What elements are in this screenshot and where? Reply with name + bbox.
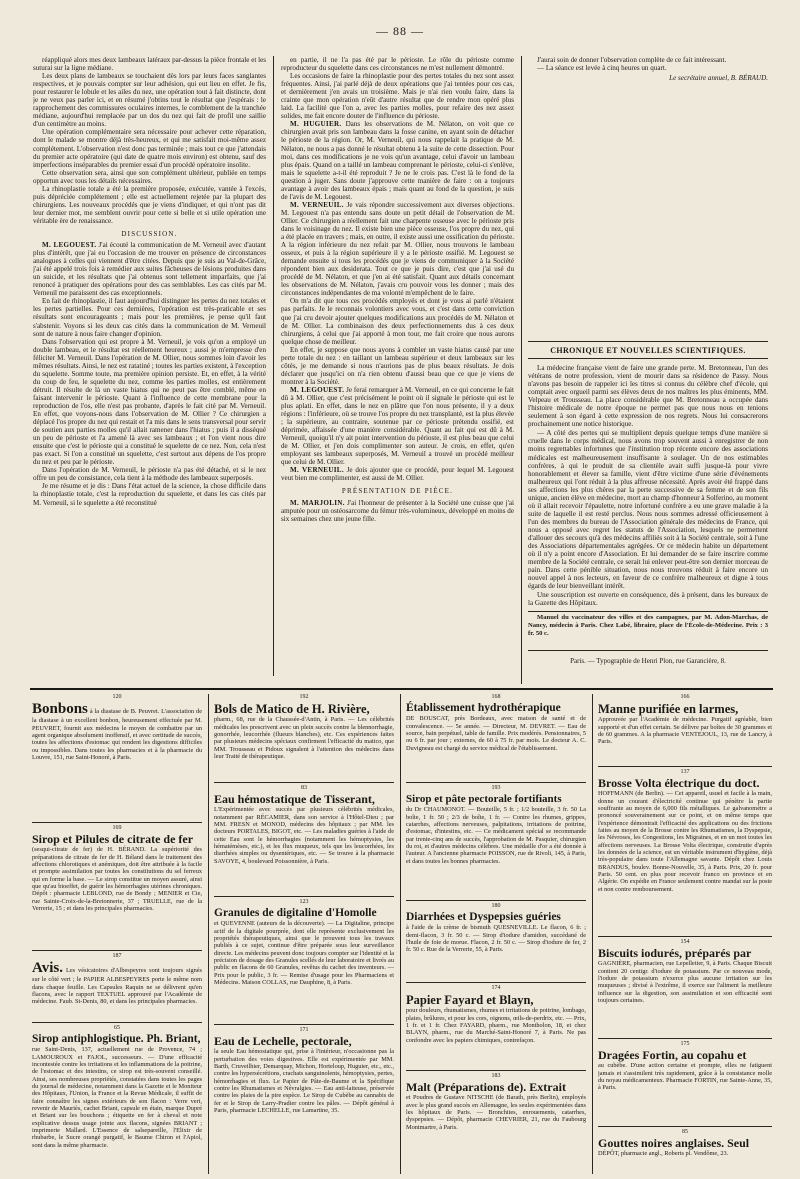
ad-number: 183 — [491, 1073, 501, 1079]
ad-number: 65 — [114, 1025, 120, 1031]
ad-number: 85 — [682, 1129, 688, 1135]
section-rule — [528, 358, 768, 359]
speaker-name: M. LEGOUEST. — [42, 241, 97, 250]
ad-column-4 — [598, 694, 772, 1174]
paragraph: Les deux plans de lambeaux se touchaient dès lors par leurs faces sanglantes respectives, et je pouvais compter sur leur adhésion, qui eut lieu en effet. Je fis, pour restaurer le lobule et les ailes du nez, une opération tout à fait distincte, dont je ne veux pas parler ici, et en résumé j'obtins tout le résultat que j'espérais : le rapprochement des commissures oculaires internes, le comblement de la tranchée médiane, aujourd'hui remplacée par un dos du nez qui fait de profil une saillie d'un centimètre au moins. — [33, 72, 266, 129]
paragraph: Je me résume et je dis : Dans l'état actuel de la science, la chose difficile dans la rhinoplastie totale, c'est la reproduction du squelette, et dans les cas cités par M. Verneuil, si le squelette a été reconstitué — [33, 482, 266, 507]
ad-text: Approuvée par l'Académie de médecine. Purgatif agréable, bien supporté et d'un effet certain. Se délivre par boîtes de 30 grammes et de 60 grammes. A la pharmacie VENTEJOUL, 13, rue de Lancry, à Paris. — [598, 716, 772, 746]
paragraph: En effet, je suppose que nous ayons à combler un vaste hiatus causé par une perte totale du nez : en taillant un lambeau supérieur et deux lambeaux sur les côtés, je me demande si nous n'aurions pas de plus beaux résultats. Je dois déclarer que jusqu'ici on n'a rien obtenu d'aussi beau que ce que je viens de montrer à la Société. — [281, 345, 514, 386]
paragraph — [281, 466, 514, 482]
advertisement — [214, 1024, 394, 1174]
secretary-signature: Le secrétaire annuel, B. BÉRAUD. — [669, 74, 768, 83]
paragraph — [33, 241, 266, 297]
paragraph: J'aurai soin de donner l'observation complète de ce fait intéressant. — [537, 56, 727, 64]
ad-number: 168 — [491, 694, 501, 700]
ad-title: Sirop et pâte pectorale fortifiants — [406, 793, 562, 806]
ad-text: à l'aide de la crème de bismuth QUESNEVILLE. Le flacon, 6 fr. ; demi-flacon, 3 fr. 50 c. — Sirop d'iodure d'amidon, succédané de l'huile de foie de morue. Flacon, 2 fr. 50 c. — Sirop d'iodure de fer, 2 fr. 50 c. Rue de la Verrerie, 55, à Paris. — [406, 924, 586, 954]
ad-text: Les vésicatoires d'Albespeyres sont toujours signés sur le côté vert ; le PAPIER ALBESPEYRES porte le même nom dans chaque feuille. Les Capsules Raquin ne se délivrent qu'en flacons, avec le rapport TEXTUEL approuvé par l'Académie de médecine. Faub. St-Denis, 80, et dans les principales pharmacies. — [32, 967, 202, 1006]
ad-text: pour douleurs, rhumatismes, rhumes et irritations de poitrine, lombago, plaies, brûlures, et pour les cors, oignons, œils-de-perdrix, etc. — Prix, 1 fr. et 1 fr. Chez FAYARD, pharm., rue Montholon, 18, et chez BLAYN, pharm., rue du Marché-Saint-Honoré 7, à Paris. Ne pas confondre avec les papiers chimiques, contrefaçon. — [406, 1007, 586, 1044]
speaker-name: M. LEGOUEST. — [290, 385, 345, 394]
ad-text: L'Expérimentée avec succès par plusieurs célébrités médicales, notamment par RÉCAMIER, dans son service à l'Hôtel-Dieu ; par MM. FRESN et MONOD, médecins des hôpitaux ; par MM. les docteurs PORTALES, BIGOT, etc. — Les maladies guéries à l'aide de cette Eau sont le hémorrhagies (notamment les hémoptysies, les hématémèses, etc.), et les flux muqueux, tels que les leucorrhées, les diarrhées simples ou dysentériques, etc. — Se trouve à la pharmacie SAVOYE, 4, boulevard Poissonnière, à Paris. — [214, 806, 394, 865]
advertisement — [406, 694, 586, 780]
ad-column-1 — [32, 694, 202, 1174]
advertisement — [406, 782, 586, 901]
book-notice-text: Manuel du vaccinateur des villes et des campagnes, par M. Adon-Marchas, de Nancy, médecin à Paris. Chez Labé, libraire, place de l'École-de-Médecine. Prix : 3 fr. 50 c. — [528, 614, 768, 637]
ad-text: pharm., 68, rue de la Chaussée-d'Antin, à Paris. — Les célébrités médicales les prescrivent avec un plein succès contre la blennorrhagie, gonorrhée, leucorrhée (flueurs blanches), etc. Ces expériences faites par plusieurs médecins spéciaux confirment l'efficacité du matico, que MM. Trousseau et Pidoux signalent à l'attention des médecins dans leur Traité de thérapeutique. — [214, 716, 394, 761]
article-column-3 — [528, 56, 768, 120]
speech-text: Je dois ajouter que ce procédé, pour lequel M. Legouest veut bien me complimenter, est aussi de M. Ollier. — [281, 466, 514, 483]
paragraph: En fait de rhinoplastie, il faut aujourd'hui distinguer les pertes du nez totales et les pertes partielles. Pour ces dernières, l'opération est très-praticable et ses résultats sont encourageants ; mais pour les premières, je pense qu'il faut s'abstenir. Voyons si les deux cas cités dans la communication de M. Verneuil sont de nature à nous faire changer d'opinion. — [33, 297, 266, 338]
ad-number: 83 — [301, 785, 307, 791]
ad-text: (sesqui-citrate de fer) de H. BÉRAND. La supériorité des préparations de citrate de fer de H. Béland dans le traitement des affections chlorotiques et anémiques, doit être attribuée à la facile et prompte assimilation par toutes les constitutions du sel ferreux qui en forme la base. — Le sirop constitue un moyen assuré, ainsi que qu'au bioeffet, de guérir les hémorrhagies utérines chroniques. Dépôt : pharmacie LEBLOND, rue de Bondy ; MENIER et Cie, rue Sainte-Croix-de-la-Bretonnerie, 37 ; TRUELLE, rue de la Verrerie, 15 ; et dans les principales pharmacies. — [32, 846, 202, 913]
page-number: — 88 — — [376, 24, 424, 38]
paragraph — [281, 201, 514, 298]
advertisement — [598, 1038, 772, 1127]
ad-number: 187 — [112, 953, 122, 959]
chronicle-title: CHRONIQUE ET NOUVELLES SCIENTIFIQUES. — [550, 346, 746, 355]
ad-title: Sirop antiphlogistique. Ph. Briant, — [32, 1033, 201, 1046]
ad-title: Eau de Lechelle, pectorale, — [214, 1034, 352, 1049]
advertisement — [32, 822, 202, 951]
ad-number: 154 — [680, 939, 690, 945]
advertisement — [214, 896, 394, 1025]
ad-title: Bonbons — [32, 701, 88, 718]
speech-text: Je ferai remarquer à M. Verneuil, en ce qui concerne le fait dû à M. Ollier, que c'est précisément le point où il signale le périoste qui est le plus aplati. En effet, dans le nez en plâtre que l'on nous présente, il y a deux régions : l'inférieure, où se trouve l'os propre du nez transplanté, est la plus élevée ; la supérieure, au contraire, soutenue par ce périoste prétendu ossifié, est déprimée, affaissée d'une manière considérable. Quant au fait qui est dû à M. Verneuil, quoiqu'il n'y ait point intervention du périoste, il est plus beau que celui de M. Ollier, et j'en dois complimenter son auteur. Je crois, en effet, qu'en employant ses lambeaux superposés, M. Verneuil a trouvé un procédé meilleur que celui de M. Ollier. — [281, 385, 514, 467]
paragraph: Dans l'observation qui est propre à M. Verneuil, je vois qu'on a employé un double lambeau, et le résultat est réellement heureux ; aussi je m'empresse d'en féliciter M. Verneuil. Dans l'opération de M. Ollier, nous sommes loin d'avoir les mêmes résultats. Ainsi, le nez est ratatiné ; toutes les parties existent, à l'exception du squelette. Somme toute, ma première opinion persiste. Et, en effet, à la vérité du coup de feu, le squelette du nez, comme les parties molles, est entièrement détruit. Il résulte de là un vaste hiatus qui ne peut pas être comblé, même en faisant intervenir le périoste. Quant à l'influence de cette membrane pour la reproduction de l'os, elle n'est pas probante, d'après le fait cité par M. Verneuil. En effet, que voyons-nous dans l'observation de M. Ollier ? Ce chirurgien a déplacé l'os propre du nez qui restait et l'a mis dans le sens transversal pour servir de soutien aux parties molles qu'il allait ramener dans l'hiatus ; puis il a disséqué un peu de périoste et l'a amené là avec ses lambeaux ; et l'on vient nous dire ensuite que c'est le périoste qui a constitué le squelette de ce nez. Non, cela n'est pas exact. Si l'on a constitué un squelette, c'est surtout aux dépens de l'os propre du nez et peu par le périoste. — [33, 337, 266, 467]
paragraph: — La séance est levée à cinq heures un quart. — [537, 64, 667, 73]
printer-imprint: Paris. — Typographie de Henri Plon, rue Garancière, 8. — [570, 657, 726, 665]
ad-number: 193 — [491, 785, 501, 791]
chronicle-section — [528, 364, 768, 608]
advertisement — [214, 694, 394, 780]
advertisement — [406, 982, 586, 1071]
paragraph — [281, 499, 514, 523]
speaker-name: M. VERNEUIL. — [290, 466, 344, 475]
speaker-name: M. HUGUIER. — [290, 120, 342, 129]
advertisement — [598, 694, 772, 764]
paragraph: La médecine française vient de faire une grande perte. M. Bretonneau, l'un des vétérans de notre profession, vient de mourir dans sa résidence de Passy. Nous n'avons pas besoin de rappeler ici les titres si connus du célèbre chef d'école, qui comptait avec orgueil parmi ses élèves deux de nos maîtres les plus éminents, MM. Velpeau et Trousseau. La place considérable que M. Bretonneau a occupée dans l'histoire médicale de notre époque ne permet pas que nous nous en tenions seulement à son égard à cette expression de nos regrets. Nous lui consacrerons prochainement une notice historique. — [528, 364, 768, 429]
article-column-1 — [33, 56, 266, 676]
ad-title: Avis. — [32, 960, 63, 977]
speaker-name: M. MARJOLIN. — [290, 498, 345, 507]
paragraph — [281, 120, 514, 200]
ad-number: 123 — [299, 899, 309, 905]
advertisements-section — [30, 688, 773, 1178]
paragraph: Dans l'opération de M. Verneuil, le périoste n'a pas été détaché, et si le nez offre un peu de consistance, cela tient à la méthode des lambeaux superposés. — [33, 466, 266, 483]
ad-title: Gouttes noires anglaises. Seul — [598, 1136, 750, 1151]
ad-text: HOFFMANN (de Berlin). — Cet appareil, usuel et facile à la main, donne un courant d'électricité continue qui pénètre la partie souffrante au moyen de 6,000 fils métalliques. Le galvanomètre a prononcé souverainement sur ce point, et on même temps que l'expérience démontrait l'efficacité des applications ou des frictions faites au moyen de la Brosse contre les Rhumatismes, la Dyspepsie, les Névroses, les Congestions, les Migraines, et en un mot toutes les affections nerveuses. La Brosse Volta électrique, construite d'après les données de la science, est un véritable instrument d'hygiène, déjà très-populaire dans toute l'Allemagne savante. Dépôt chez Louis BRANDUS, boulev. Bonne-Nouvelle, 35, à Paris. Prix, 20 fr. pour Paris. 50 cent. en plus pour recevoir franco en province et en Algérie. On expédie en France seulement contre mandat sur la poste et non contre remboursement. — [598, 790, 772, 893]
ad-title: Malt (Préparations de). Extrait — [406, 1080, 566, 1095]
speech-text: J'ai écouté la communication de M. Verneuil avec d'autant plus d'intérêt, que j'ai eu l'occasion de me trouver en présence de circonstances analogues à celles qui viennent d'être citées. Depuis que je suis au Val-de-Grâce, j'ai été appelé trois fois à remédier aux suites fâcheuses de lésions produites dans un suicide, et les résultats que j'ai obtenus sont tellement imparfaits, que j'ai renoncé à pratiquer des opérations pour des cas semblables. Les cas cités par M. Verneuil me paraissent des cas exceptionnels. — [33, 241, 266, 298]
ad-title: Brosse Volta électrique du doct. — [598, 776, 760, 791]
speech-text: J'ai l'honneur de présenter à la Société une cuisse que j'ai amputée pour un ostéosarcome du fémur très-volumineux, développé en moins de six semaines chez une jeune fille. — [281, 498, 514, 523]
paragraph: réappliqué alors mes deux lambeaux latéraux par-dessus la pièce frontale et les suturai sur la ligne médiane. — [33, 56, 266, 73]
paragraph: — A côté des pertes qui se multiplient depuis quelque temps d'une manière si cruelle dans le corps médical, nous avons trop souvent aussi à enregistrer de non moins regrettables infortunes que l'institution trop récente encore des associations médicales est malheureusement insuffisante à soulager. Un de nos estimables confrères, à qui le produit de sa clientèle avait suffi jusque-là pour vivre honorablement et élever sa famille, vient d'être victime d'une série d'événements malheureux qui l'ont réduit à la plus affreuse nécessité. Après avoir été frappé dans ses affections les plus chères par la perte successive de sa femme et de son fils unique, ancien élève en médecine, mort au champ d'honneur à Solferino, au moment où il allait recevoir l'épaulette, notre infortuné confrère a eu une grave maladie à la suite de laquelle il est resté perclus. Nous nous sommes adressé officieusement à l'un des membres du bureau de l'Association générale des médecins de France, qui nous a opposé avec regret les statuts de l'Association, lesquels ne permettent d'allouer des secours qu'à des médecins affiliés soit à la Société centrale, soit à l'une des Associations départementales agrégées. Or ce médecin habite un département où il n'y a point encore d'Association. Et lui demander de se faire inscrire comme membre de la Société centrale, ce serait lui enlever peut-être son dernier morceau de pain. Dans cette pénible situation, nous nous trouvons réduit à faire encore un nouvel appel à nos lecteurs, en faveur de ce confrère malheureux et digne à tous égards de leur bienveillant intérêt. — [528, 429, 768, 591]
advertisement — [598, 1126, 772, 1174]
column-divider — [592, 694, 593, 1174]
ad-number: 174 — [491, 985, 501, 991]
ad-title: Manne purifiée en larmes, — [598, 702, 739, 717]
ad-title: Établissement hydrothérapique — [406, 702, 561, 715]
section-rule — [528, 611, 768, 612]
ad-number: 180 — [491, 903, 501, 909]
ad-text: et Poudres de Gustave NITSCHE (de Barath, près Berlin), employés avec le plus grand succès en Allemagne, les seules expérimentées dans les hôpitaux de Paris. — Bronchites, enrouements, catarrhes, dyspepsies. — Dépôt, pharmacie CHEVRIER, 21, rue du Faubourg Montmartre, à Paris. — [406, 1094, 586, 1131]
column-divider — [273, 56, 274, 676]
advertisement — [598, 766, 772, 937]
section-heading: PRÉSENTATION DE PIÈCE. — [341, 487, 454, 496]
ad-text: la seule Eau hémostatique qui, prise à l'intérieur, n'occasionne pas la perturbation des voies digestives. Elle est expérimentée par MM. Barth, Cruveilhier, Demarquay, Michon, Horteloup, Huguier, etc., etc., contre les hypersécrétions, crachats sanguinolents, hémoptysies, pertes, hémorrhagies et flux. Le Papier de Pâte-de-Baume et la Spécifique contre les Rhumatismes et Névralgies. — Eau anti-laiteuse, préservée contre les plaies de la pire espèce. Le Sirop de Cubèbe au cannabis de fer et le Sirop de Larry-Pradier contre les pâles. — Dépôt général à Paris, pharmacie LECHELLE, rue Lamartine, 35. — [214, 1048, 394, 1115]
ad-number: 120 — [112, 694, 122, 700]
ad-number: 175 — [680, 1041, 690, 1047]
column-divider — [521, 56, 522, 684]
section-heading: DISCUSSION. — [121, 229, 178, 238]
article-column-2 — [281, 56, 514, 684]
ad-number: 166 — [680, 694, 690, 700]
advertisement — [32, 950, 202, 1023]
ad-text: du Dr CHAUMONOT. — Bouteille, 5 fr. ; 1/2 bouteille, 3 fr. 50 La boîte, 1 fr. 50 ; 2/3 de boîte, 1 fr. — Contre les rhumes, grippes, catarrhes, affections nerveuses, palpitations, irritations de poitrine, d'estomac, d'intestins, etc. — Ce médicament spécial se recommande par trente-cinq ans de succès, l'approbation de M. Pasquier, chirurgien du roi, et d'autres médecins célèbres. Une médaille d'or a été donnée à l'auteur. A l'ancienne pharmacie POISSON, rue de Rivoli, 145, à Paris, et dans toutes les bonnes pharmacies. — [406, 806, 586, 865]
ad-title: Bols de Matico de H. Rivière, — [214, 702, 370, 717]
advertisement — [214, 782, 394, 897]
ad-title: Papier Fayard et Blayn, — [406, 993, 534, 1008]
advertisement — [406, 900, 586, 983]
ad-number: 169 — [112, 825, 122, 831]
book-notice — [528, 614, 768, 640]
advertisement — [406, 1070, 586, 1174]
ad-column-3 — [406, 694, 586, 1174]
ad-column-2 — [214, 694, 394, 1174]
paragraph: Les occasions de faire la rhinoplastie pour des pertes totales du nez sont assez fréquentes. Ainsi, j'ai parlé déjà de deux opérations que j'ai tentées pour ces cas, et dernièrement j'en avais un troisième. Mais je n'ai rien voulu faire, dans la crainte que mon opération n'eût d'autre résultat que de rendre mon opéré plus laid. La facilité que l'on a, avec les parties molles, pour refaire des nez assez solides, me fait encore douter de l'influence du périoste. — [281, 72, 514, 121]
column-divider — [400, 694, 401, 1174]
ad-text: DE BOUSCAT, près Bordeaux, avec maison de santé et de convalescence. — 5e année. — Directeur, M. DEVRET. — Eau de source, bain perpétuel, table de famille. Prix modérés. Pensionnaires, 5 ou 6 fr. par jour ; externes, de 60 à 75 fr. par mois. Le docteur A. C. Duvigneau est chargé du service médical de l'établissement. — [406, 715, 586, 752]
advertisement — [32, 694, 202, 820]
ad-text: à la diastase de B. Peuvret. L'association de la diastase à un excellent bonbon, heureusement effectuée par M. PEUVRET, fournit aux médecins le moyen de combattre par un agent organique absolument inoffensif, et avec certitude de succès, toutes les affections d'estomac qui rendent les digestions difficiles ou impossibles. Dans toutes les pharmacies et à la pharmacie du Louvre, 151, rue Saint-Honoré, à Paris. — [32, 708, 202, 762]
ad-number: 137 — [680, 769, 690, 775]
advertisement — [32, 1022, 202, 1174]
ad-text: et QUEVENNE (auteurs de la découverte). — La Digitaline, principe actif de la digitale pourprée, dont elle représente exclusivement les propriétés thérapeutiques, ainsi que le prouvent tous les travaux publiés à ce sujet, continue d'être préparée sous leur surveillance directe. Les médecins peuvent donc toujours compter sur l'identité et la précision de dosage des Granules scellés de leur laboratoire et livrés au public en flacons de 60 Granules, revêtus du cachet des inventeurs. — Prix pour le public, 3 fr. — Remise d'usage pour les Pharmaciens et Médecins. Maison COLLAS, rue Dauphine, 8, à Paris. — [214, 920, 394, 987]
ad-title: Granules de digitaline d'Homolle — [214, 907, 377, 920]
ad-number: 171 — [299, 1027, 309, 1033]
paragraph: Une souscription est ouverte en conséquence, dès à présent, dans les bureaux de la Gazette des Hôpitaux. — [528, 591, 768, 608]
advertisement — [598, 936, 772, 1039]
paragraph: en partie, il ne l'a pas été par le périoste. Le rôle du périoste comme reproducteur du squelette dans ces circonstances ne m'est nullement démontré. — [281, 56, 514, 73]
ad-title: Dragées Fortin, au copahu et — [598, 1048, 747, 1063]
section-rule — [528, 341, 768, 342]
column-divider — [208, 694, 209, 1174]
speech-text: Dans les observations de M. Nélaton, on voit que ce chirurgien avait pris son lambeau dans la fosse canine, en ayant soin de détacher le périoste de la région. Or, M. Verneuil, qui nous rappelait la pratique de M. Nélaton, ne nous a pas donné le résultat obtenu à la suite de cette dissection. Pour moi, dans ces modifications je ne vois qu'un avantage, celui d'avoir un lambeau plus épais. Quand on a taillé un lambeau comprenant le périoste, celui-ci s'enlève, mais le squelette a-t-il été reproduit ? Je ne le crois pas. C'est là le fond de la question à juger. Sans doute j'approuve cette manière de faire : on a toujours avantage à avoir des lambeaux épais ; mais quant au fond de la question, je suis de l'avis de M. Legouest. — [281, 120, 514, 201]
paragraph: On m'a dit que tous ces procédés employés et dont je vous ai parlé n'étaient pas parfaits. Je le reconnais volontiers avec vous, et c'est dans cette conviction que j'ai cru devoir ajouter quelques modifications aux procédés de M. Nélaton et de M. Ollier. La combinaison des deux perfectionnements dus à ces deux chirurgiens, à celui que j'ai apporté à mon tour, me fait croire que nous aurons quelque chose de meilleur. — [281, 297, 514, 346]
speech-text: Je vais répondre successivement aux diverses objections. M. Legouest n'a pas entendu sans doute un petit détail de l'observation de M. Ollier. Ce chirurgien a réellement fait une charpente osseuse avec le périoste pris dans le voisinage du nez. Il existe bien une pièce osseuse, l'os propre du nez, qui a été placée en travers ; mais, en outre, il existe aussi une ossification du périoste. A la région inférieure du nez refait par M. Ollier, nous trouvons le lambeau osseux, et puis à la région supérieure il y a le périoste ossifié. M. Legouest se demande ensuite si tous les procédés que je viens de communiquer à la Société répondent bien aux desiderata. Tout ce que je puis dire, c'est que j'ai usé du procédé de M. Nélaton, et que j'en ai été satisfait. Quant aux détails concernant les observations de M. Nélaton, j'avais cru pouvoir vous les donner ; mais des circonstances indépendantes de ma volonté m'empêchent de le faire. — [281, 200, 514, 298]
ad-text: GAGNIÈRE, pharmacien, rue Lepelletier, 9, à Paris. Chaque Biscuit contient 20 centigr. d'iodure de potassium. Par ce nouveau mode, l'iodure de potassium n'exerce plus aucune irritation sur les muqueuses ; divisé à l'extrême, il exerce sur l'aliment la meilleure influence sur la digestion, son assimilation et son efficacité sont toujours certaines. — [598, 960, 772, 1005]
ad-title: Sirop et Pilules de citrate de fer — [32, 832, 194, 847]
paragraph: Une opération complémentaire sera nécessaire pour achever cette réparation, dont le malade se montre déjà très-heureux, et qui me satisfait moi-même assez complétement. L'observation n'est donc pas terminée ; mais tout ce que j'attendais du premier acte opératoire (qui date de quatre mois environ) est obtenu, sauf des imperfections inséparables du premier essai d'un procédé opératoire insolite. — [33, 128, 266, 169]
ad-title: Diarrhées et Dyspepsies guéries — [406, 911, 561, 924]
speaker-name: M. VERNEUIL. — [290, 200, 344, 209]
paragraph: Cette observation sera, ainsi que son complément ultérieur, publiée en temps opportun avec tous les détails nécessaires. — [33, 168, 266, 185]
ad-text: DÉPÔT, pharmacie angl., Roberts pl. Vendôme, 23. — [598, 1150, 729, 1158]
paragraph — [281, 386, 514, 466]
ad-title: Eau hémostatique de Tisserant, — [214, 792, 375, 807]
paragraph: La rhinoplastie totale a été la première proposée, exécutée, vantée à l'excès, puis dépréciée complétement ; elle est actuellement rejetée par la plupart des chirurgiens. Les nouveaux procédés que je viens d'indiquer, et qui n'ont pas dit leur dernier mot, me semblent ouvrir pour cette si belle et si utile opération une véritable ère de renaissance. — [33, 184, 266, 225]
ad-title: Biscuits iodurés, préparés par — [598, 946, 752, 961]
ad-number: 192 — [299, 694, 309, 700]
ad-text: au cubèbe. D'une action certaine et prompte, elles ne fatiguent jamais et s'assimilent très rapidement, grâce à la consistance molle du noyau médicamenteux. Pharmacie FORTIN, rue Sainte-Anne, 35, à Paris. — [598, 1062, 772, 1092]
ad-text: rue Saint-Denis, 137, actuellement rue de Provence, 74 ; LAMOUROUX et FAJOL, successeurs. — D'une efficacité incontestée contre les irritations et les inflammations de la poitrine, de l'estomac et des intestins, ce sirop est très-souvent conseillé. Ainsi, ses nombreuses propriétés, constatées dans toutes les pages du journal de médecine, notamment dans la Gazette et le Moniteur des Hôpitaux, l'Union, la France et la Revue Médicale, il suffit de faire connaître les signes extérieurs de son flacon : Verre vert, revenir de Mauriès, cachet Briant, capsule en étain, marque Dupré et Briant sur les bouchons ; étiquette en fer à cheval et note explicative dessus usage jointe aux flacons, signées BRIANT ; imprimerie Mallard. L'Essence de salsepareille, l'Elixir de rhubarbe, le Sucre orangé purgatif, le Baume Chiron et l'Apiol, sont dans la même pharmacie. — [32, 1046, 202, 1149]
section-rule — [528, 650, 768, 651]
